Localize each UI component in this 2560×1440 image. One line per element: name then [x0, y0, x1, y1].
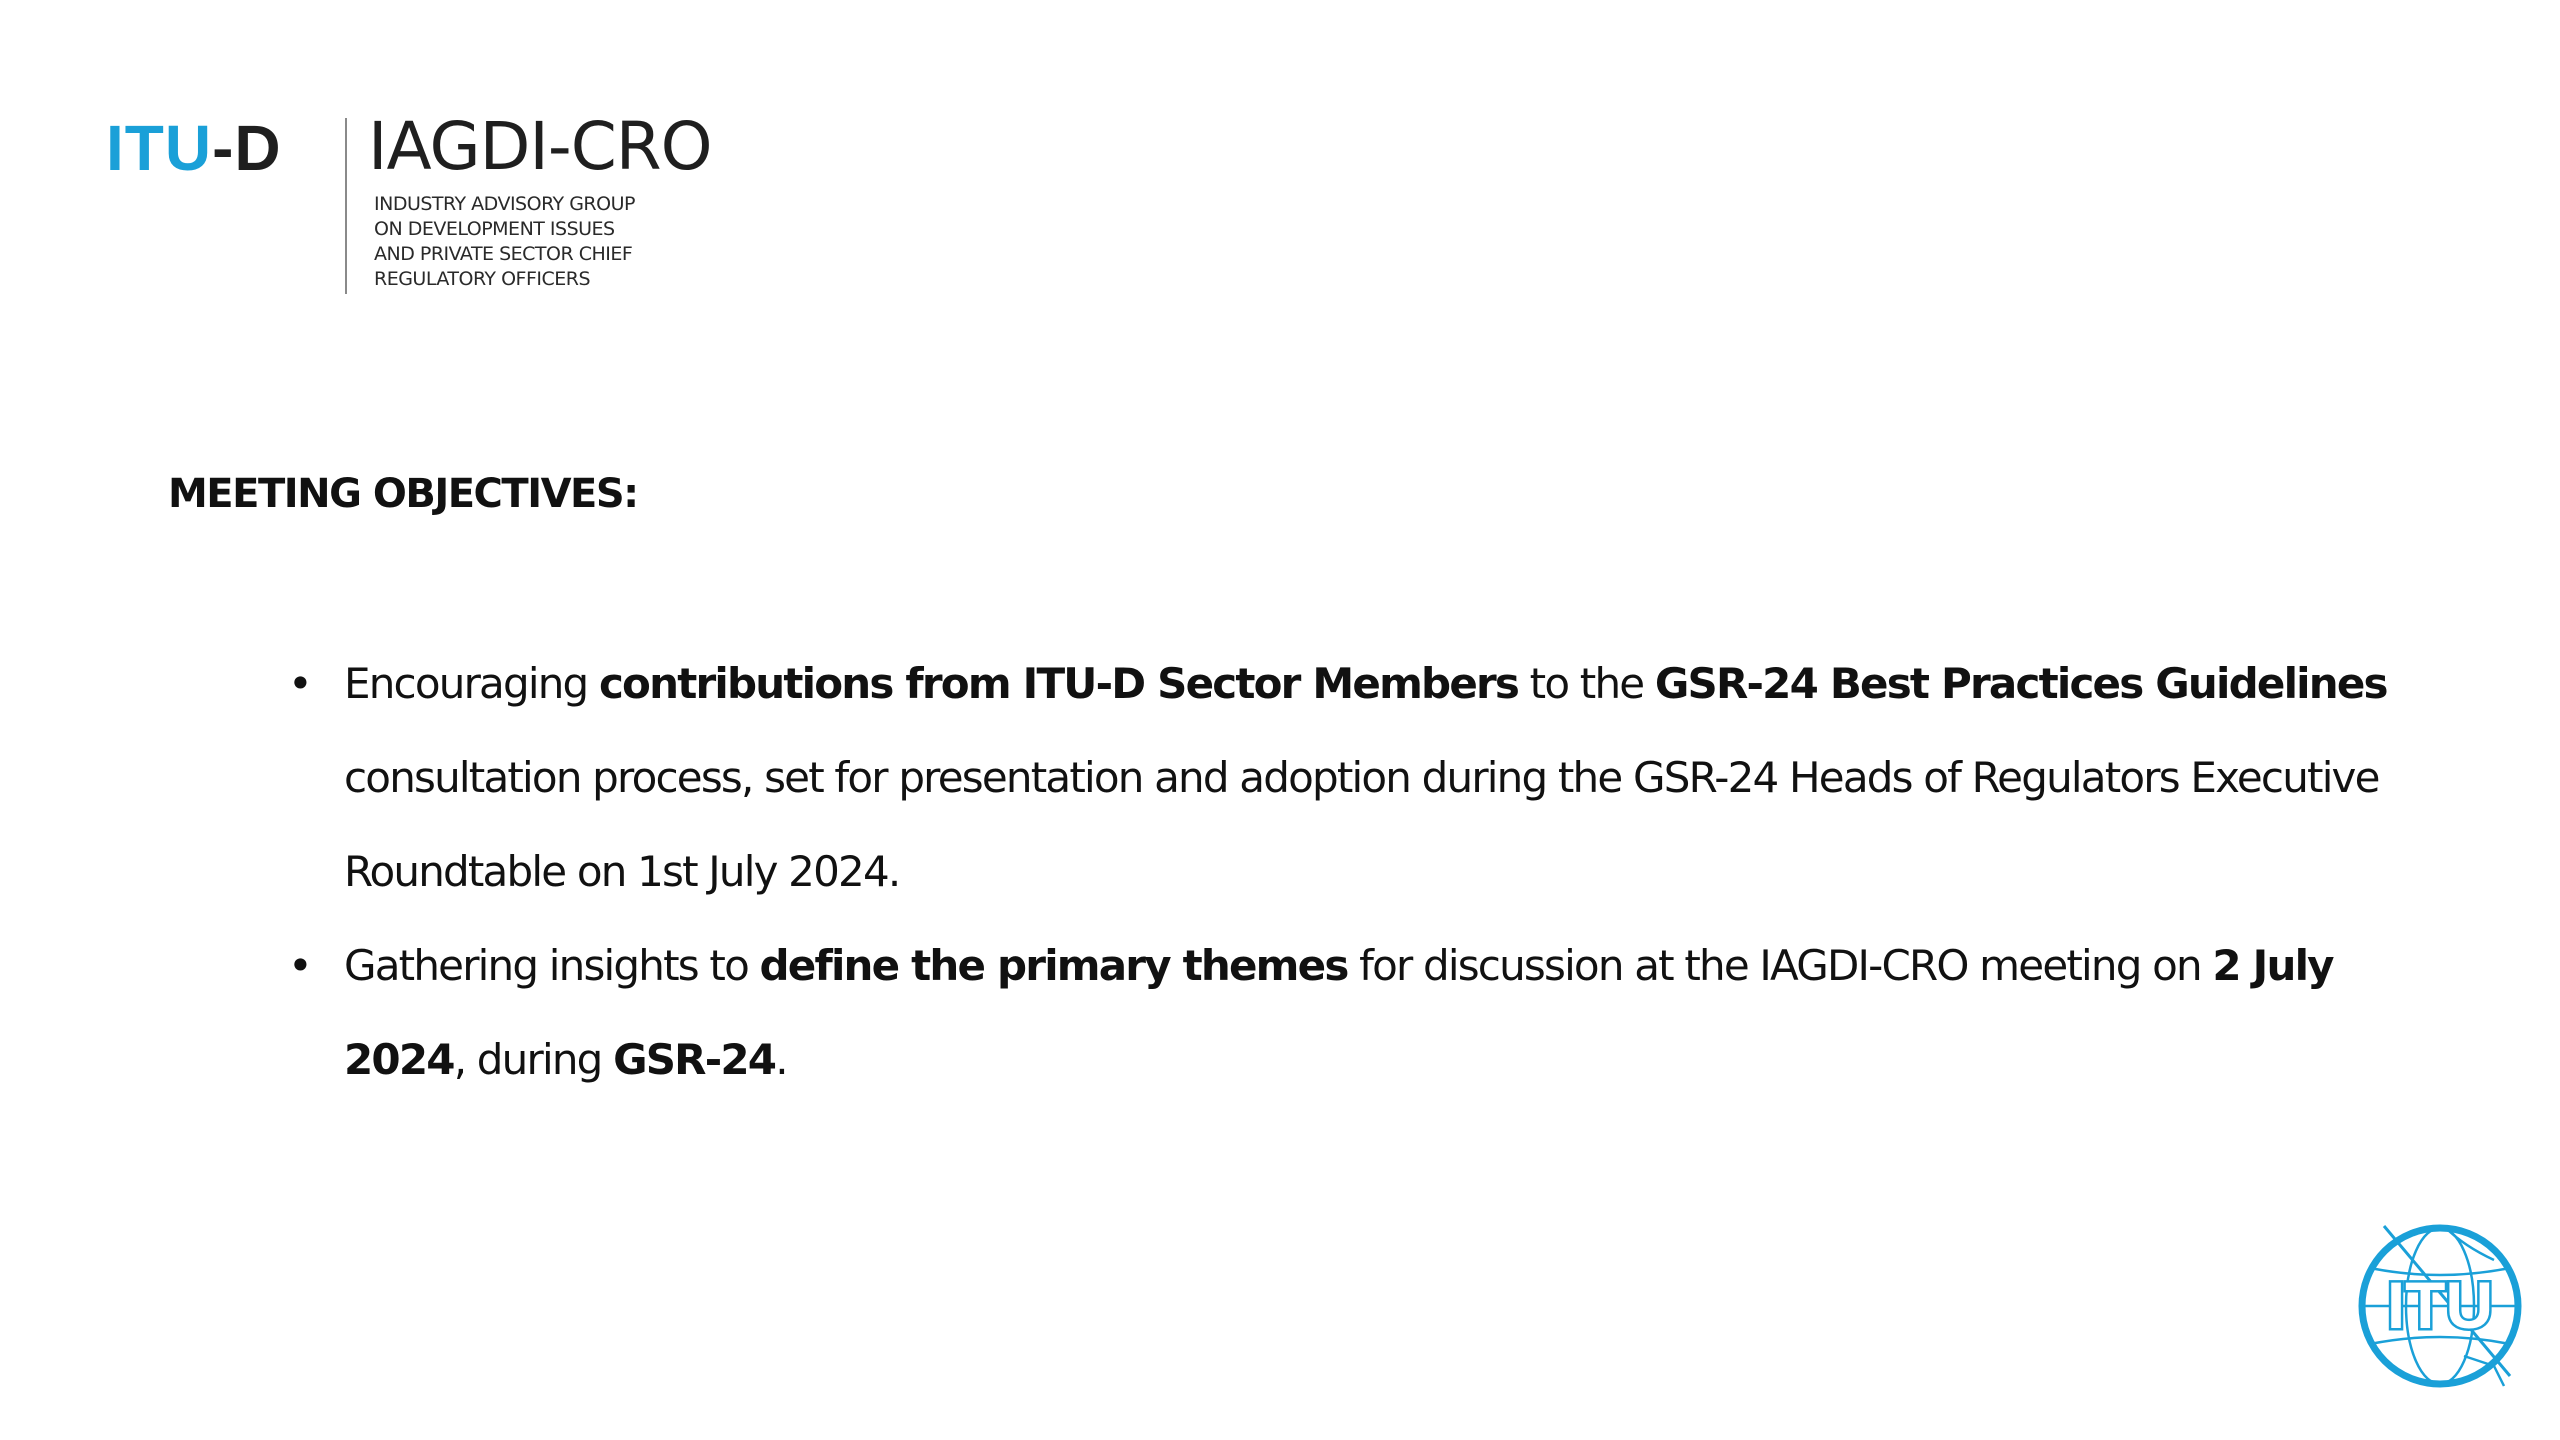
objective-text: Gathering insights to — [344, 941, 760, 990]
objective-text: for discussion at the IAGDI-CRO meeting on — [1347, 941, 2213, 990]
logo-subtitle — [374, 192, 635, 292]
meeting-objectives-heading: MEETING OBJECTIVES: — [168, 471, 638, 517]
objective-item — [284, 637, 2444, 919]
bullet-icon: • — [288, 941, 311, 990]
objective-emphasis: 2 July 2024 — [344, 941, 2333, 1084]
objective-text: . — [775, 1035, 787, 1084]
logo-subtitle-line: REGULATORY OFFICERS — [374, 268, 591, 290]
objective-item — [284, 919, 2444, 1107]
itu-globe-emblem-icon — [2354, 1216, 2526, 1388]
objective-emphasis: define the primary themes — [759, 941, 1348, 990]
objective-emphasis: contributions from ITU-D Sector Members — [598, 659, 1519, 708]
iagdi-cro-wordmark: IAGDI-CRO — [368, 108, 712, 185]
objective-text: Encouraging — [344, 659, 599, 708]
iagdi-cro-logo — [106, 110, 806, 310]
objective-text: , during — [453, 1035, 614, 1084]
bullet-icon: • — [288, 659, 311, 708]
logo-subtitle-line: AND PRIVATE SECTOR CHIEF — [374, 243, 633, 265]
itu-emblem-text: ITU — [2386, 1268, 2494, 1342]
itu-d-wordmark — [106, 112, 282, 184]
logo-divider — [345, 118, 347, 294]
logo-subtitle-line: INDUSTRY ADVISORY GROUP — [374, 193, 635, 215]
objectives-list — [284, 637, 2444, 1107]
logo-subtitle-line: ON DEVELOPMENT ISSUES — [374, 218, 615, 240]
itu-wordmark-part: ITU — [106, 112, 213, 184]
objective-text: to the — [1518, 659, 1655, 708]
d-wordmark-part: -D — [212, 112, 282, 184]
objective-emphasis: GSR-24 — [613, 1035, 776, 1084]
objective-text: consultation process, set for presentation and adoption during the GSR-24 Heads of Regulators Executive Roundtable on 1st July 2024. — [344, 753, 2379, 896]
objective-emphasis: GSR-24 Best Practices Guidelines — [1654, 659, 2387, 708]
